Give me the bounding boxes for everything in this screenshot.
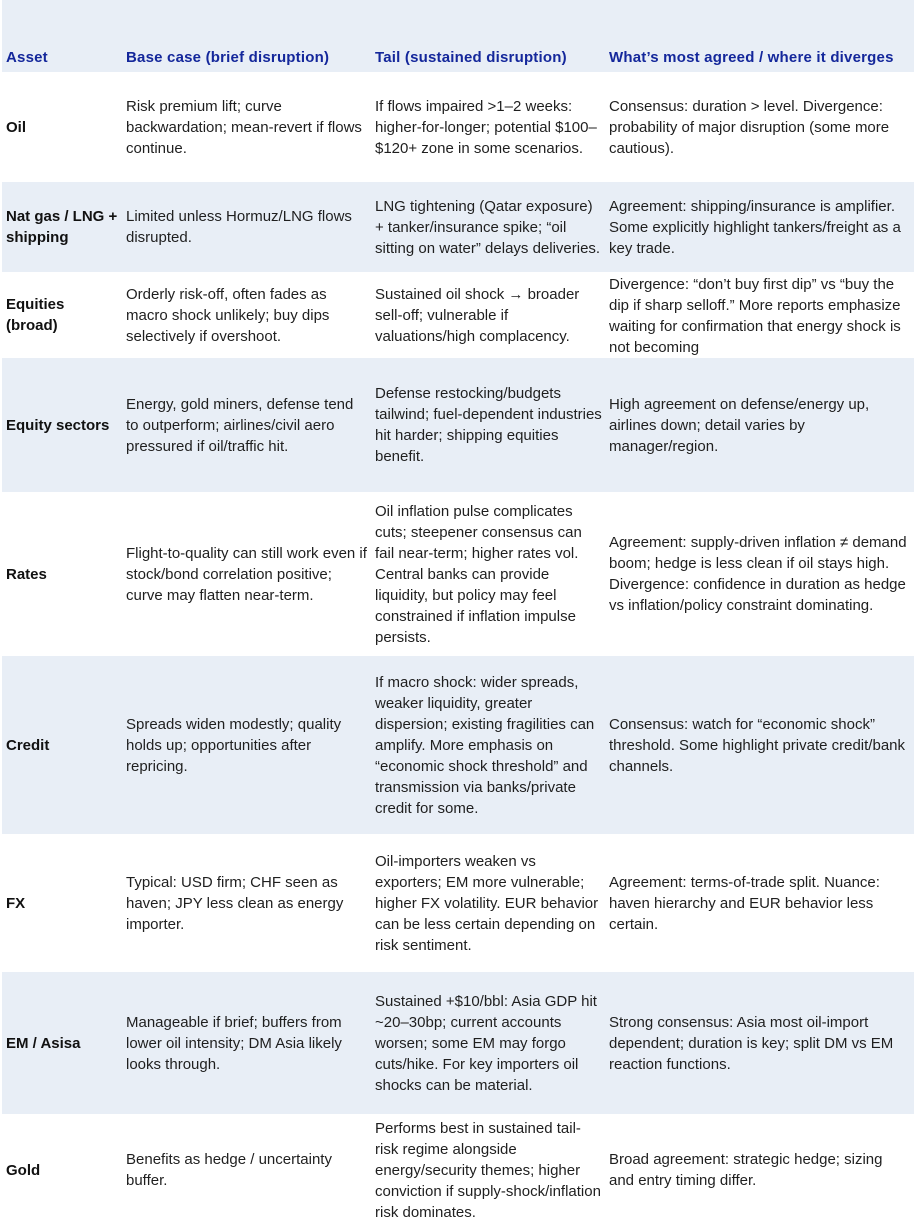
table-row-equity-sectors: [2, 358, 914, 492]
table-row-rates: [2, 492, 914, 656]
agreement-cell: Consensus: watch for “economic shock” threshold. Some highlight private credit/bank channels.: [605, 656, 914, 834]
tail-cell: If macro shock: wider spreads, weaker liquidity, greater dispersion; existing fragilities can amplify. More emphasis on “economic shock threshold” and transmission via banks/private credit for some.: [371, 656, 605, 834]
base-case-cell: Benefits as hedge / uncertainty buffer.: [122, 1114, 371, 1226]
tail-cell: Oil-importers weaken vs exporters; EM more vulnerable; higher FX volatility. EUR behavior can be less certain depending on risk sentiment.: [371, 834, 605, 972]
asset-cell: Nat gas / LNG + shipping: [2, 182, 122, 272]
base-case-cell: Energy, gold miners, defense tend to outperform; airlines/civil aero pressured if oil/traffic hit.: [122, 358, 371, 492]
header-tail: Tail (sustained disruption): [371, 0, 605, 72]
table-row-credit: [2, 656, 914, 834]
asset-scenario-table: [2, 0, 914, 1226]
tail-cell: Oil inflation pulse complicates cuts; steepener consensus can fail near-term; higher rates vol. Central banks can provide liquidity, but policy may feel constrained if inflation impulse persists.: [371, 492, 605, 656]
asset-cell: FX: [2, 834, 122, 972]
header-agreement: What’s most agreed / where it diverges: [605, 0, 914, 72]
asset-cell: Gold: [2, 1114, 122, 1226]
base-case-cell: Risk premium lift; curve backwardation; mean-revert if flows continue.: [122, 72, 371, 182]
asset-cell: Oil: [2, 72, 122, 182]
tail-cell: Sustained +$10/bbl: Asia GDP hit ~20–30bp; current accounts worsen; some EM may forgo cuts/hike. For key importers oil shocks can be material.: [371, 972, 605, 1114]
tail-cell: Defense restocking/budgets tailwind; fuel-dependent industries hit harder; shipping equities benefit.: [371, 358, 605, 492]
base-case-cell: Orderly risk-off, often fades as macro shock unlikely; buy dips selectively if overshoot.: [122, 272, 371, 358]
base-case-cell: Limited unless Hormuz/LNG flows disrupted.: [122, 182, 371, 272]
agreement-cell: Agreement: supply-driven inflation ≠ demand boom; hedge is less clean if oil stays high. Divergence: confidence in duration as hedge vs inflation/policy constraint dominating.: [605, 492, 914, 656]
table-row-em-asia: [2, 972, 914, 1114]
agreement-cell: Strong consensus: Asia most oil-import dependent; duration is key; split DM vs EM reaction functions.: [605, 972, 914, 1114]
agreement-cell: High agreement on defense/energy up, airlines down; detail varies by manager/region.: [605, 358, 914, 492]
tail-cell: Performs best in sustained tail-risk regime alongside energy/security themes; higher conviction if supply-shock/inflation risk dominates.: [371, 1114, 605, 1226]
table-row-equities-broad: [2, 272, 914, 358]
agreement-cell: Agreement: shipping/insurance is amplifier. Some explicitly highlight tankers/freight as a key trade.: [605, 182, 914, 272]
asset-cell: Rates: [2, 492, 122, 656]
base-case-cell: Manageable if brief; buffers from lower oil intensity; DM Asia likely looks through.: [122, 972, 371, 1114]
header-base-case: Base case (brief disruption): [122, 0, 371, 72]
base-case-cell: Flight-to-quality can still work even if stock/bond correlation positive; curve may flatten near-term.: [122, 492, 371, 656]
table-row-oil: [2, 72, 914, 182]
tail-cell: LNG tightening (Qatar exposure) + tanker/insurance spike; “oil sitting on water” delays deliveries.: [371, 182, 605, 272]
asset-cell: Credit: [2, 656, 122, 834]
tail-cell: Sustained oil shock → broader sell-off; vulnerable if valuations/high complacency.: [371, 272, 605, 358]
base-case-cell: Typical: USD firm; CHF seen as haven; JPY less clean as energy importer.: [122, 834, 371, 972]
asset-cell: Equities (broad): [2, 272, 122, 358]
agreement-cell: Agreement: terms-of-trade split. Nuance: haven hierarchy and EUR behavior less certain.: [605, 834, 914, 972]
asset-cell: EM / Asisa: [2, 972, 122, 1114]
table-row-nat-gas: [2, 182, 914, 272]
tail-cell: If flows impaired >1–2 weeks: higher-for-longer; potential $100–$120+ zone in some scenarios.: [371, 72, 605, 182]
table-row-gold: [2, 1114, 914, 1226]
table-header-row: [2, 0, 914, 72]
agreement-cell: Divergence: “don’t buy first dip” vs “buy the dip if sharp selloff.” More reports emphasize waiting for confirmation that energy shock is not becoming: [605, 272, 914, 358]
table-row-fx: [2, 834, 914, 972]
header-asset: Asset: [2, 0, 122, 72]
base-case-cell: Spreads widen modestly; quality holds up; opportunities after repricing.: [122, 656, 371, 834]
asset-cell: Equity sectors: [2, 358, 122, 492]
agreement-cell: Consensus: duration > level. Divergence: probability of major disruption (some more cautious).: [605, 72, 914, 182]
agreement-cell: Broad agreement: strategic hedge; sizing and entry timing differ.: [605, 1114, 914, 1226]
